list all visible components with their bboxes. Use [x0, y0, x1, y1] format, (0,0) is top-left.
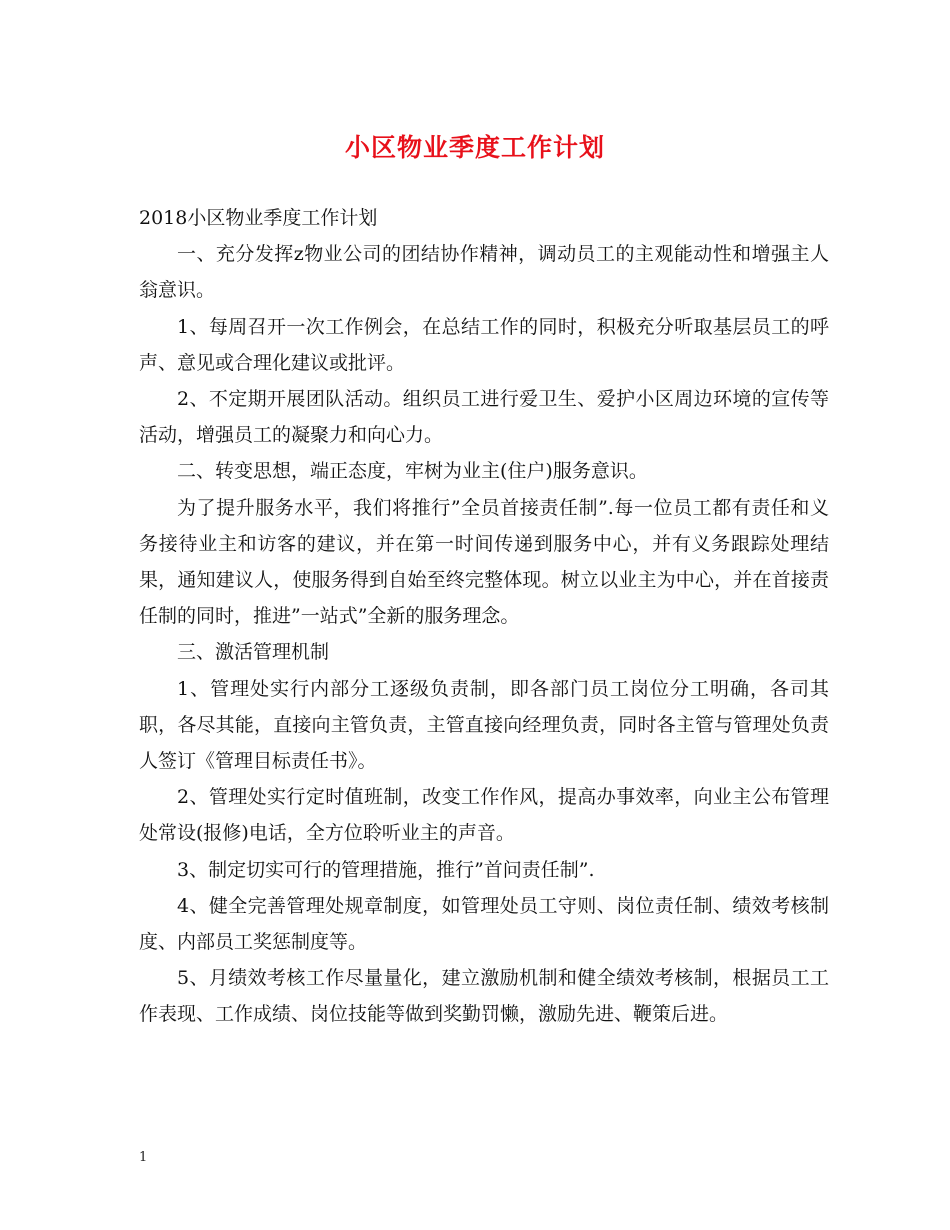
document-title: 小区物业季度工作计划	[344, 133, 605, 162]
paragraph-item-3-2: 2、管理处实行定时值班制，改变工作作风，提高办事效率，向业主公布管理处常设(报修)电话，全方位聆听业主的声音。	[139, 786, 829, 845]
paragraph-item-1-1: 1、每周召开一次工作例会，在总结工作的同时，积极充分听取基层员工的呼声、意见或合理化建议或批评。	[139, 315, 829, 374]
paragraph-section-1: 一、充分发挥z物业公司的团结协作精神，调动员工的主观能动性和增强主人翁意识。	[139, 243, 829, 302]
paragraph-section-2-body: 为了提升服务水平，我们将推行”全员首接责任制”.每一位员工都有责任和义务接待业主和访客的建议，并在第一时间传递到服务中心，并有义务跟踪处理结果，通知建议人，使服务得到自始至终完整体现。树立以业主为中心，并在首接责任制的同时，推进”一站式”全新的服务理念。	[139, 496, 829, 628]
paragraph-item-3-4: 4、健全完善管理处规章制度，如管理处员工守则、岗位责任制、绩效考核制度、内部员工奖惩制度等。	[139, 894, 829, 954]
paragraph-section-2: 二、转变思想，端正态度，牢树为业主(住户)服务意识。	[177, 460, 648, 483]
paragraph-heading: 2018小区物业季度工作计划	[139, 207, 378, 229]
paragraph-item-3-3: 3、制定切实可行的管理措施，推行”首问责任制”.	[177, 858, 595, 881]
page-number: 1	[139, 1150, 148, 1165]
document-body	[139, 200, 829, 1033]
paragraph-section-3: 三、激活管理机制	[177, 641, 330, 664]
paragraph-item-1-2: 2、不定期开展团队活动。组织员工进行爱卫生、爱护小区周边环境的宣传等活动，增强员工的凝聚力和向心力。	[139, 388, 829, 447]
paragraph-item-3-5: 5、月绩效考核工作尽量量化，建立激励机制和健全绩效考核制，根据员工工作表现、工作成绩、岗位技能等做到奖勤罚懒，激励先进、鞭策后进。	[139, 967, 829, 1026]
paragraph-item-3-1: 1、管理处实行内部分工逐级负责制，即各部门员工岗位分工明确，各司其职，各尽其能，直接向主管负责，主管直接向经理负责，同时各主管与管理处负责人签订《管理目标责任书》。	[139, 677, 829, 773]
